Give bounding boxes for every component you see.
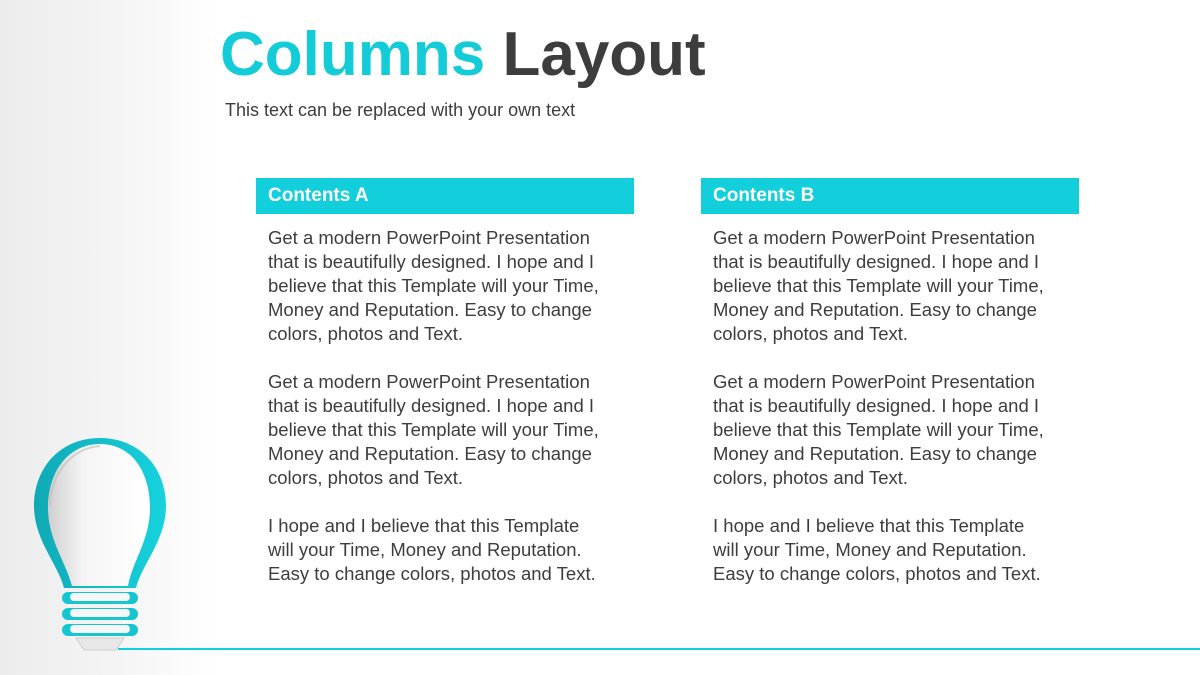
column-a-paragraph-2: Get a modern PowerPoint Presentation that is beautifully designed. I hope and I believe that this Template will your Time, Money and Reputation. Easy to change colors, photos and Text.	[268, 371, 599, 488]
lightbulb-icon	[20, 436, 180, 656]
column-b-paragraph-2: Get a modern PowerPoint Presentation that is beautifully designed. I hope and I believe that this Template will your Time, Money and Reputation. Easy to change colors, photos and Text.	[713, 371, 1044, 488]
column-b-body	[701, 214, 1079, 586]
column-a-header: Contents A	[256, 178, 634, 214]
column-a-body	[256, 214, 634, 586]
column-contents-a	[256, 178, 634, 586]
subtitle: This text can be replaced with your own text	[225, 100, 576, 120]
column-b-header: Contents B	[701, 178, 1079, 214]
title-accent-word: Columns	[220, 20, 486, 89]
footer-divider	[118, 648, 1200, 650]
column-a-paragraph-1: Get a modern PowerPoint Presentation that is beautifully designed. I hope and I believe that this Template will your Time, Money and Reputation. Easy to change colors, photos and Text.	[268, 227, 599, 344]
column-a-paragraph-3: I hope and I believe that this Template will your Time, Money and Reputation. Easy to change colors, photos and Text.	[268, 515, 596, 584]
column-b-paragraph-3: I hope and I believe that this Template will your Time, Money and Reputation. Easy to change colors, photos and Text.	[713, 515, 1041, 584]
column-b-paragraph-1: Get a modern PowerPoint Presentation that is beautifully designed. I hope and I believe that this Template will your Time, Money and Reputation. Easy to change colors, photos and Text.	[713, 227, 1044, 344]
title-word: Layout	[502, 20, 706, 89]
page-title	[220, 22, 706, 88]
column-contents-b	[701, 178, 1079, 586]
